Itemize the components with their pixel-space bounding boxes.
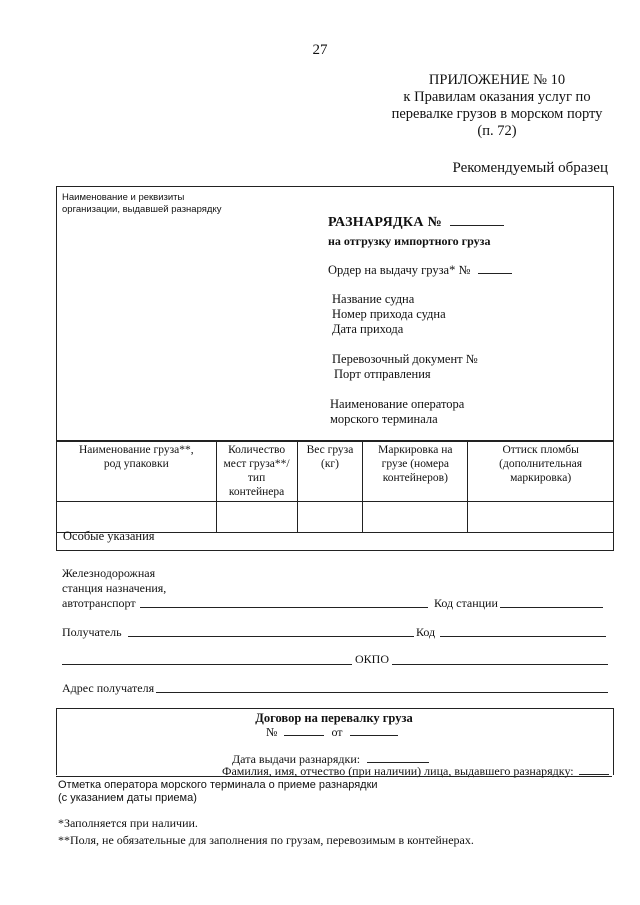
station-code-label: Код станции <box>434 596 498 610</box>
contract-from-label: от <box>331 725 343 739</box>
contract-title: Договор на перевалку груза <box>255 711 413 725</box>
rail-label <box>62 566 166 611</box>
okpo-line[interactable] <box>392 664 608 665</box>
operator-note <box>58 779 378 805</box>
org-label <box>62 192 221 216</box>
footnote-1: *Заполняется при наличии. <box>58 816 198 830</box>
recommended-sample-label: Рекомендуемый образец <box>452 160 608 176</box>
appendix-heading <box>382 72 612 140</box>
goods-table-header-row <box>57 441 614 502</box>
appendix-line-4: (п. 72) <box>477 123 517 139</box>
page-number: 27 <box>312 42 328 58</box>
vessel-name-label: Название судна <box>332 292 415 306</box>
header-cargo-name: Наименование груза**, род упаковки <box>57 441 217 502</box>
recipient-label: Получатель <box>62 625 122 639</box>
operator-label-2: морского терминала <box>330 412 438 426</box>
header-weight: Вес груза (кг) <box>297 441 363 502</box>
transport-line[interactable] <box>140 607 428 608</box>
transport-doc-label: Перевозочный документ № <box>332 352 478 366</box>
order-label: Ордер на выдачу груза* № <box>328 263 471 277</box>
operator-label-1: Наименование оператора <box>330 397 465 411</box>
order-field <box>328 263 512 278</box>
code-label: Код <box>416 625 436 639</box>
header-seal: Оттиск пломбы (дополнительная маркировка) <box>468 441 614 502</box>
goods-table <box>56 440 614 533</box>
recipient-address-line[interactable] <box>156 692 608 693</box>
rail-line-2: станция назначения, <box>62 581 167 595</box>
form-title <box>328 215 504 231</box>
issue-date-line[interactable] <box>367 762 429 763</box>
title-number-field[interactable] <box>450 225 504 226</box>
recipient-line[interactable] <box>128 636 414 637</box>
station-code-line[interactable] <box>500 607 603 608</box>
code-line[interactable] <box>440 636 606 637</box>
recipient-address-label: Адрес получателя <box>62 681 155 695</box>
issuer-label: Фамилия, имя, отчество (при наличии) лица, выдавшего разнарядку: <box>222 764 574 778</box>
issue-date-label: Дата выдачи разнарядки: <box>232 752 361 766</box>
contract-date-line[interactable] <box>350 735 398 736</box>
header-quantity: Количество мест груза**/ тип контейнера <box>216 441 297 502</box>
operator-note-line-2: (с указанием даты приема) <box>58 792 197 804</box>
arrival-date-label: Дата прихода <box>332 322 404 336</box>
okpo-left-line[interactable] <box>62 664 352 665</box>
operator-note-line-1: Отметка оператора морского терминала о приеме разнарядки <box>58 779 378 791</box>
contract-number-row <box>266 725 398 740</box>
rail-line-1: Железнодорожная <box>62 566 156 580</box>
vessel-arrival-no-label: Номер прихода судна <box>332 307 446 321</box>
org-label-line-1: Наименование и реквизиты <box>62 192 185 203</box>
contract-number-line[interactable] <box>284 735 324 736</box>
header-marking: Маркировка на грузе (номера контейнеров) <box>363 441 468 502</box>
departure-port-label: Порт отправления <box>334 367 431 381</box>
form-title-text: РАЗНАРЯДКА № <box>328 215 442 230</box>
special-instructions-box[interactable] <box>56 526 614 551</box>
org-label-line-2: организации, выдавшей разнарядку <box>62 204 222 215</box>
issuer-line[interactable] <box>579 774 609 775</box>
appendix-line-1: ПРИЛОЖЕНИЕ № 10 <box>428 72 566 88</box>
contract-number-label: № <box>266 725 278 739</box>
appendix-line-3: перевалке грузов в морском порту <box>391 106 603 122</box>
contract-bottom-line <box>56 776 612 777</box>
footnote-2: **Поля, не обязательные для заполнения по грузам, перевозимым в контейнерах. <box>58 833 474 847</box>
order-number-line[interactable] <box>478 273 512 274</box>
okpo-label: ОКПО <box>355 652 390 666</box>
form-subtitle: на отгрузку импортного груза <box>328 234 491 248</box>
rail-line-3: автотранспорт <box>62 596 136 610</box>
appendix-line-2: к Правилам оказания услуг по <box>403 89 591 105</box>
special-instructions-label: Особые указания <box>63 529 155 543</box>
